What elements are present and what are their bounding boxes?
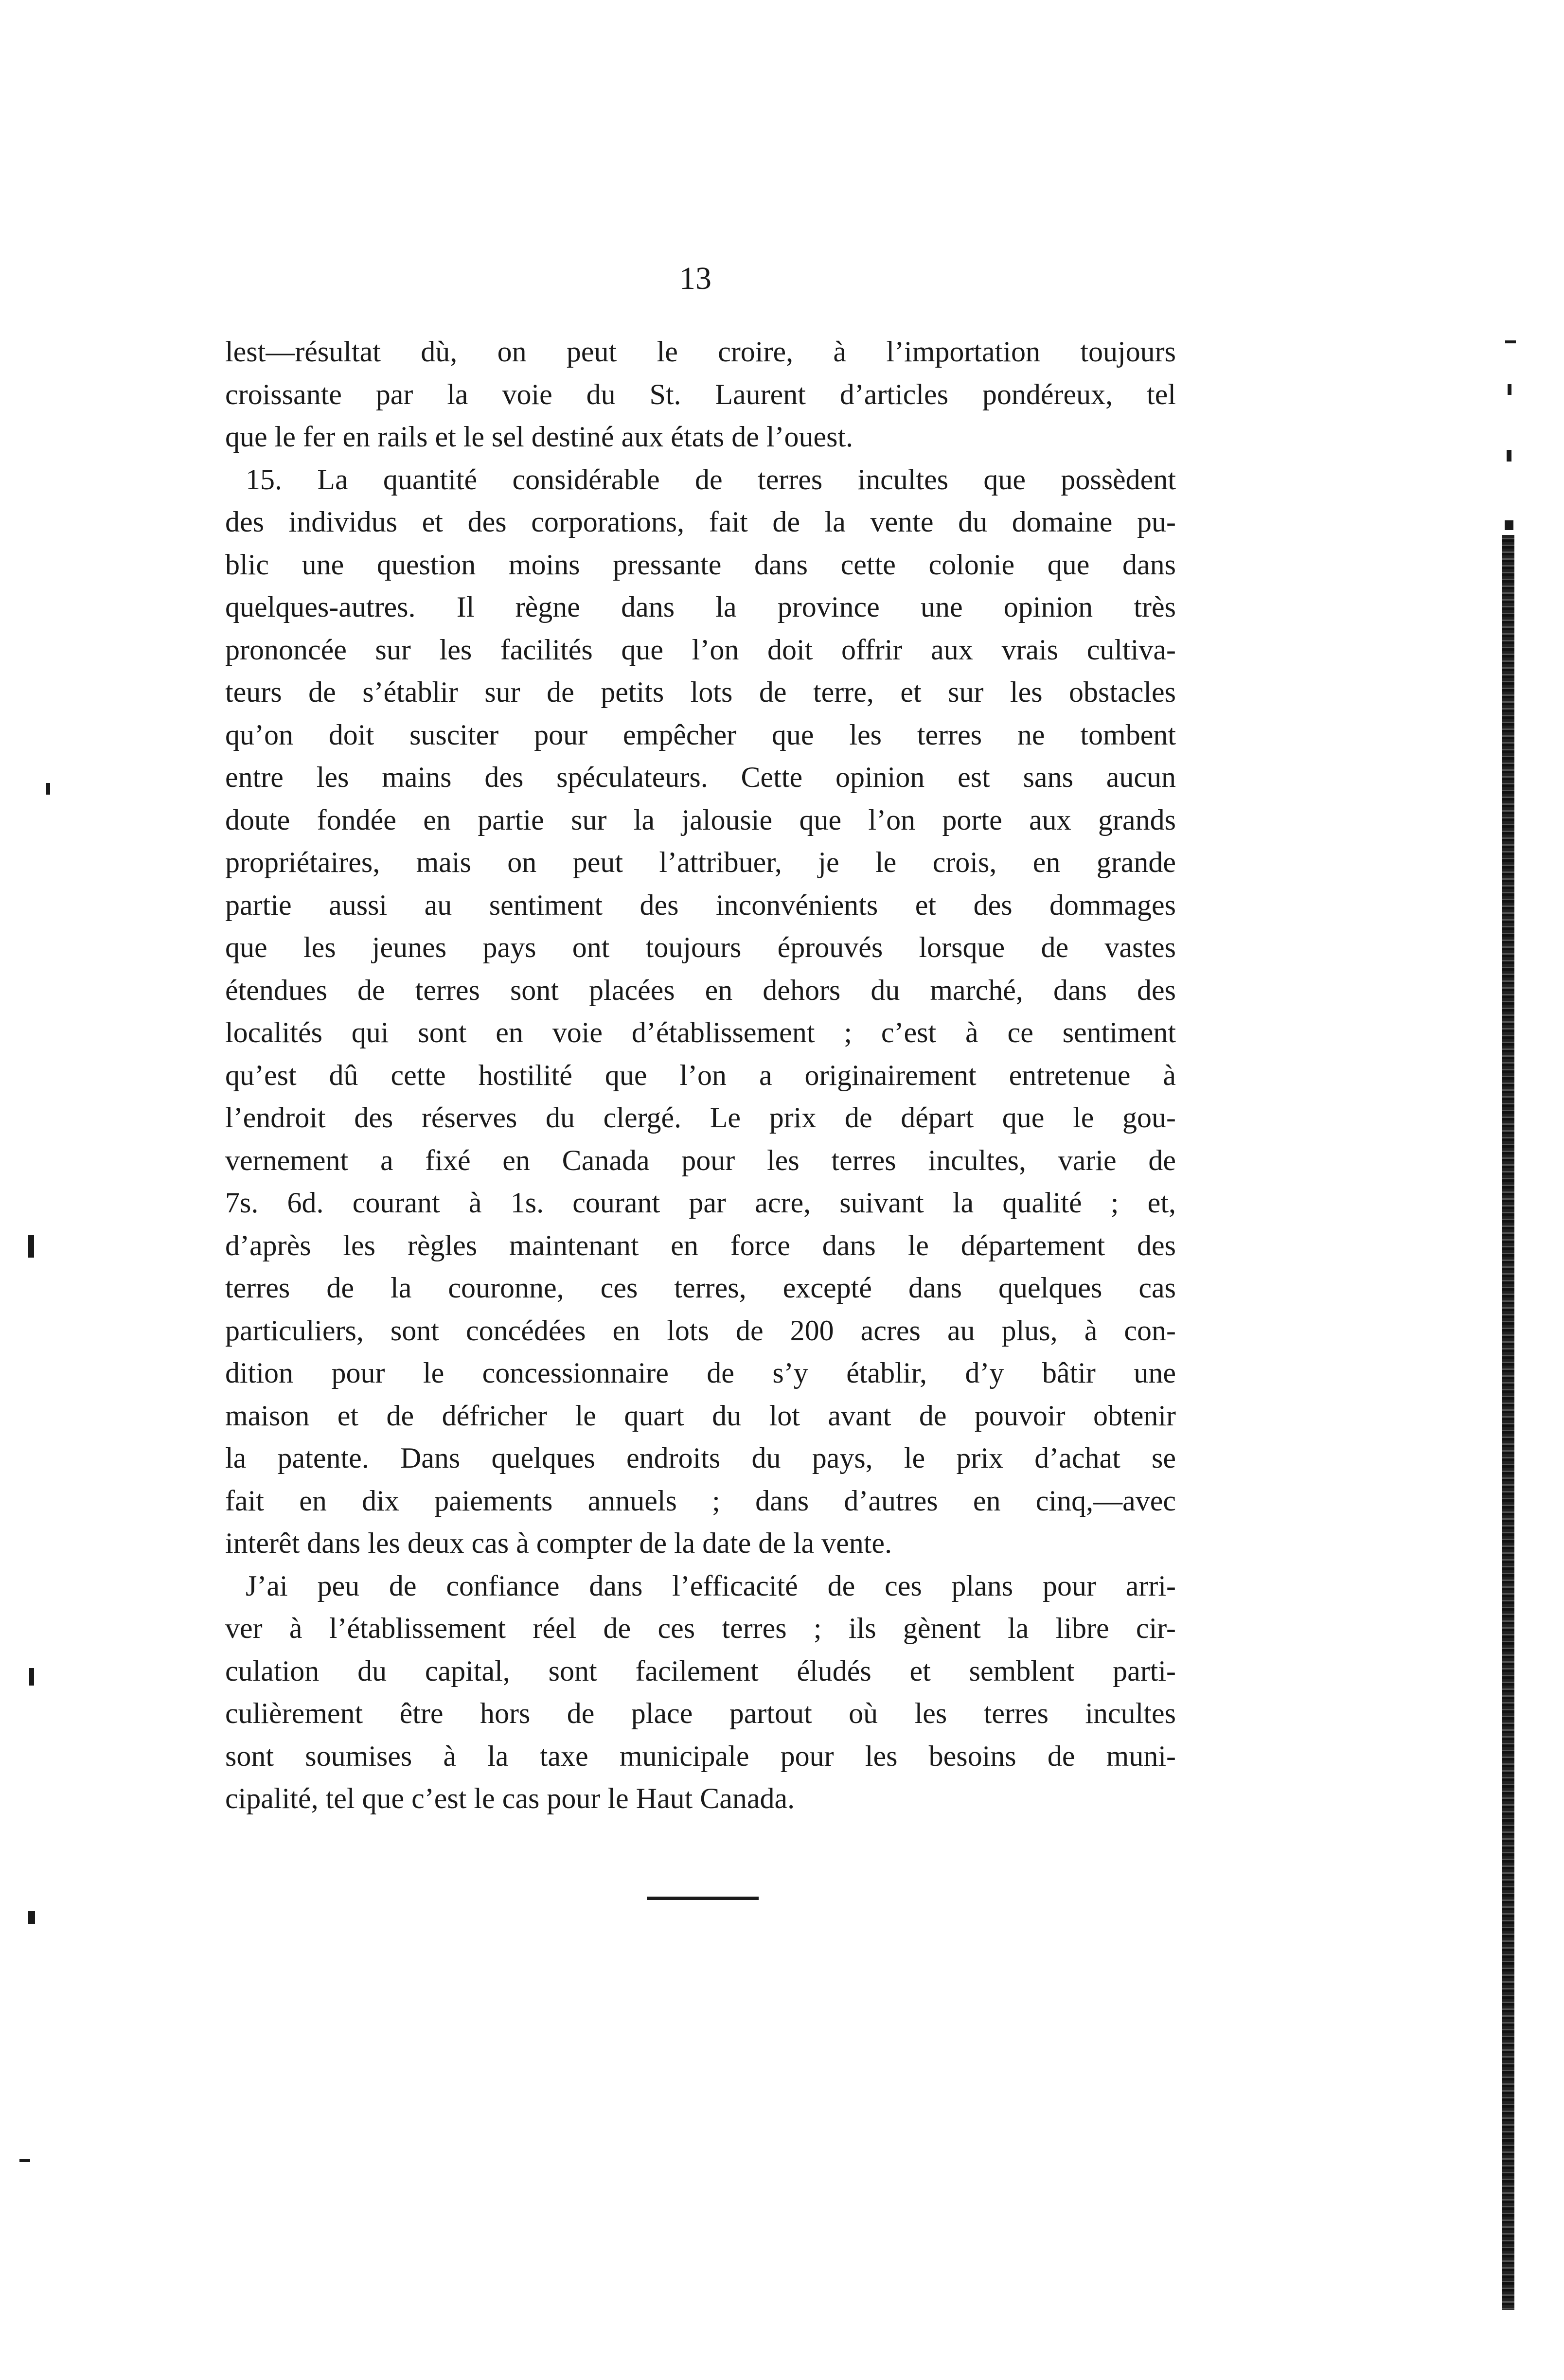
text-line: terres de la couronne, ces terres, excepté dans quelques cas <box>225 1272 1176 1304</box>
text-line: qu’est dû cette hostilité que l’on a originairement entretenue à <box>225 1059 1176 1091</box>
text-line: partie aussi au sentiment des inconvénients et des dommages <box>225 888 1176 921</box>
text-line: doute fondée en partie sur la jalousie que l’on porte aux grands <box>225 803 1176 836</box>
text-line: sont soumises à la taxe municipale pour les besoins de muni- <box>225 1740 1176 1772</box>
paragraph-section-15 <box>225 459 1176 1565</box>
text-line: interêt dans les deux cas à compter de la date de la vente. <box>225 1527 892 1559</box>
text-line: particuliers, sont concédées en lots de 200 acres au plus, à con- <box>225 1314 1176 1347</box>
text-line: que les jeunes pays ont toujours éprouvés lorsque de vastes <box>225 931 1176 963</box>
text-line: culation du capital, sont facilement éludés et semblent parti- <box>225 1654 1176 1687</box>
text-line: maison et de défricher le quart du lot avant de pouvoir obtenir <box>225 1399 1176 1432</box>
text-line: prononcée sur les facilités que l’on doit offrir aux vrais cultiva- <box>225 633 1176 666</box>
scan-edge-mark <box>46 783 50 795</box>
text-line: ver à l’établissement réel de ces terres ; ils gènent la libre cir- <box>225 1612 1176 1644</box>
text-line: des individus et des corporations, fait de la vente du domaine pu- <box>225 506 1176 538</box>
text-line: que le fer en rails et le sel destiné aux états de l’ouest. <box>225 421 853 453</box>
text-line: propriétaires, mais on peut l’attribuer, je le crois, en grande <box>225 846 1176 878</box>
text-line: teurs de s’établir sur de petits lots de terre, et sur les obstacles <box>225 676 1176 708</box>
text-line: la patente. Dans quelques endroits du pays, le prix d’achat se <box>225 1442 1176 1474</box>
text-line: dition pour le concessionnaire de s’y établir, d’y bâtir une <box>225 1357 1176 1389</box>
scan-edge-mark <box>28 1235 34 1258</box>
text-line: étendues de terres sont placées en dehors du marché, dans des <box>225 974 1176 1006</box>
paragraph-closing <box>225 1565 1176 1820</box>
text-line: 15. La quantité considérable de terres incultes que possèdent <box>246 463 1176 496</box>
page-number: 13 <box>679 261 711 296</box>
text-line: croissante par la voie du St. Laurent d’articles pondéreux, tel <box>225 378 1176 410</box>
text-line: lest—résultat dù, on peut le croire, à l’importation toujours <box>225 336 1176 368</box>
page-binding-edge <box>1502 535 1514 2310</box>
scan-edge-mark <box>29 1668 34 1686</box>
text-line: culièrement être hors de place partout où les terres incultes <box>225 1697 1176 1729</box>
body-text <box>225 331 1176 1820</box>
scan-edge-mark <box>28 1911 35 1924</box>
scan-edge-mark <box>19 2159 30 2162</box>
paragraph-continuation <box>225 331 1176 459</box>
text-line: l’endroit des réserves du clergé. Le prix de départ que le gou- <box>225 1101 1176 1134</box>
text-line: blic une question moins pressante dans cette colonie que dans <box>225 548 1176 581</box>
text-line: cipalité, tel que c’est le cas pour le Haut Canada. <box>225 1782 795 1814</box>
text-line: fait en dix paiements annuels ; dans d’autres en cinq,—avec <box>225 1484 1176 1517</box>
scan-edge-mark <box>1507 450 1511 462</box>
text-line: J’ai peu de confiance dans l’efficacité de ces plans pour arri- <box>246 1569 1176 1602</box>
text-line: qu’on doit susciter pour empêcher que les terres ne tombent <box>225 718 1176 751</box>
section-end-rule <box>647 1897 759 1900</box>
scan-edge-mark <box>1508 384 1511 395</box>
text-line: d’après les règles maintenant en force dans le département des <box>225 1229 1176 1261</box>
text-line: quelques-autres. Il règne dans la province une opinion très <box>225 591 1176 623</box>
scan-edge-mark <box>1505 520 1513 530</box>
text-line: entre les mains des spéculateurs. Cette opinion est sans aucun <box>225 761 1176 793</box>
scan-edge-mark <box>1505 340 1516 343</box>
text-line: vernement a fixé en Canada pour les terres incultes, varie de <box>225 1144 1176 1176</box>
text-line: 7s. 6d. courant à 1s. courant par acre, suivant la qualité ; et, <box>225 1187 1176 1219</box>
text-line: localités qui sont en voie d’établissement ; c’est à ce sentiment <box>225 1016 1176 1048</box>
